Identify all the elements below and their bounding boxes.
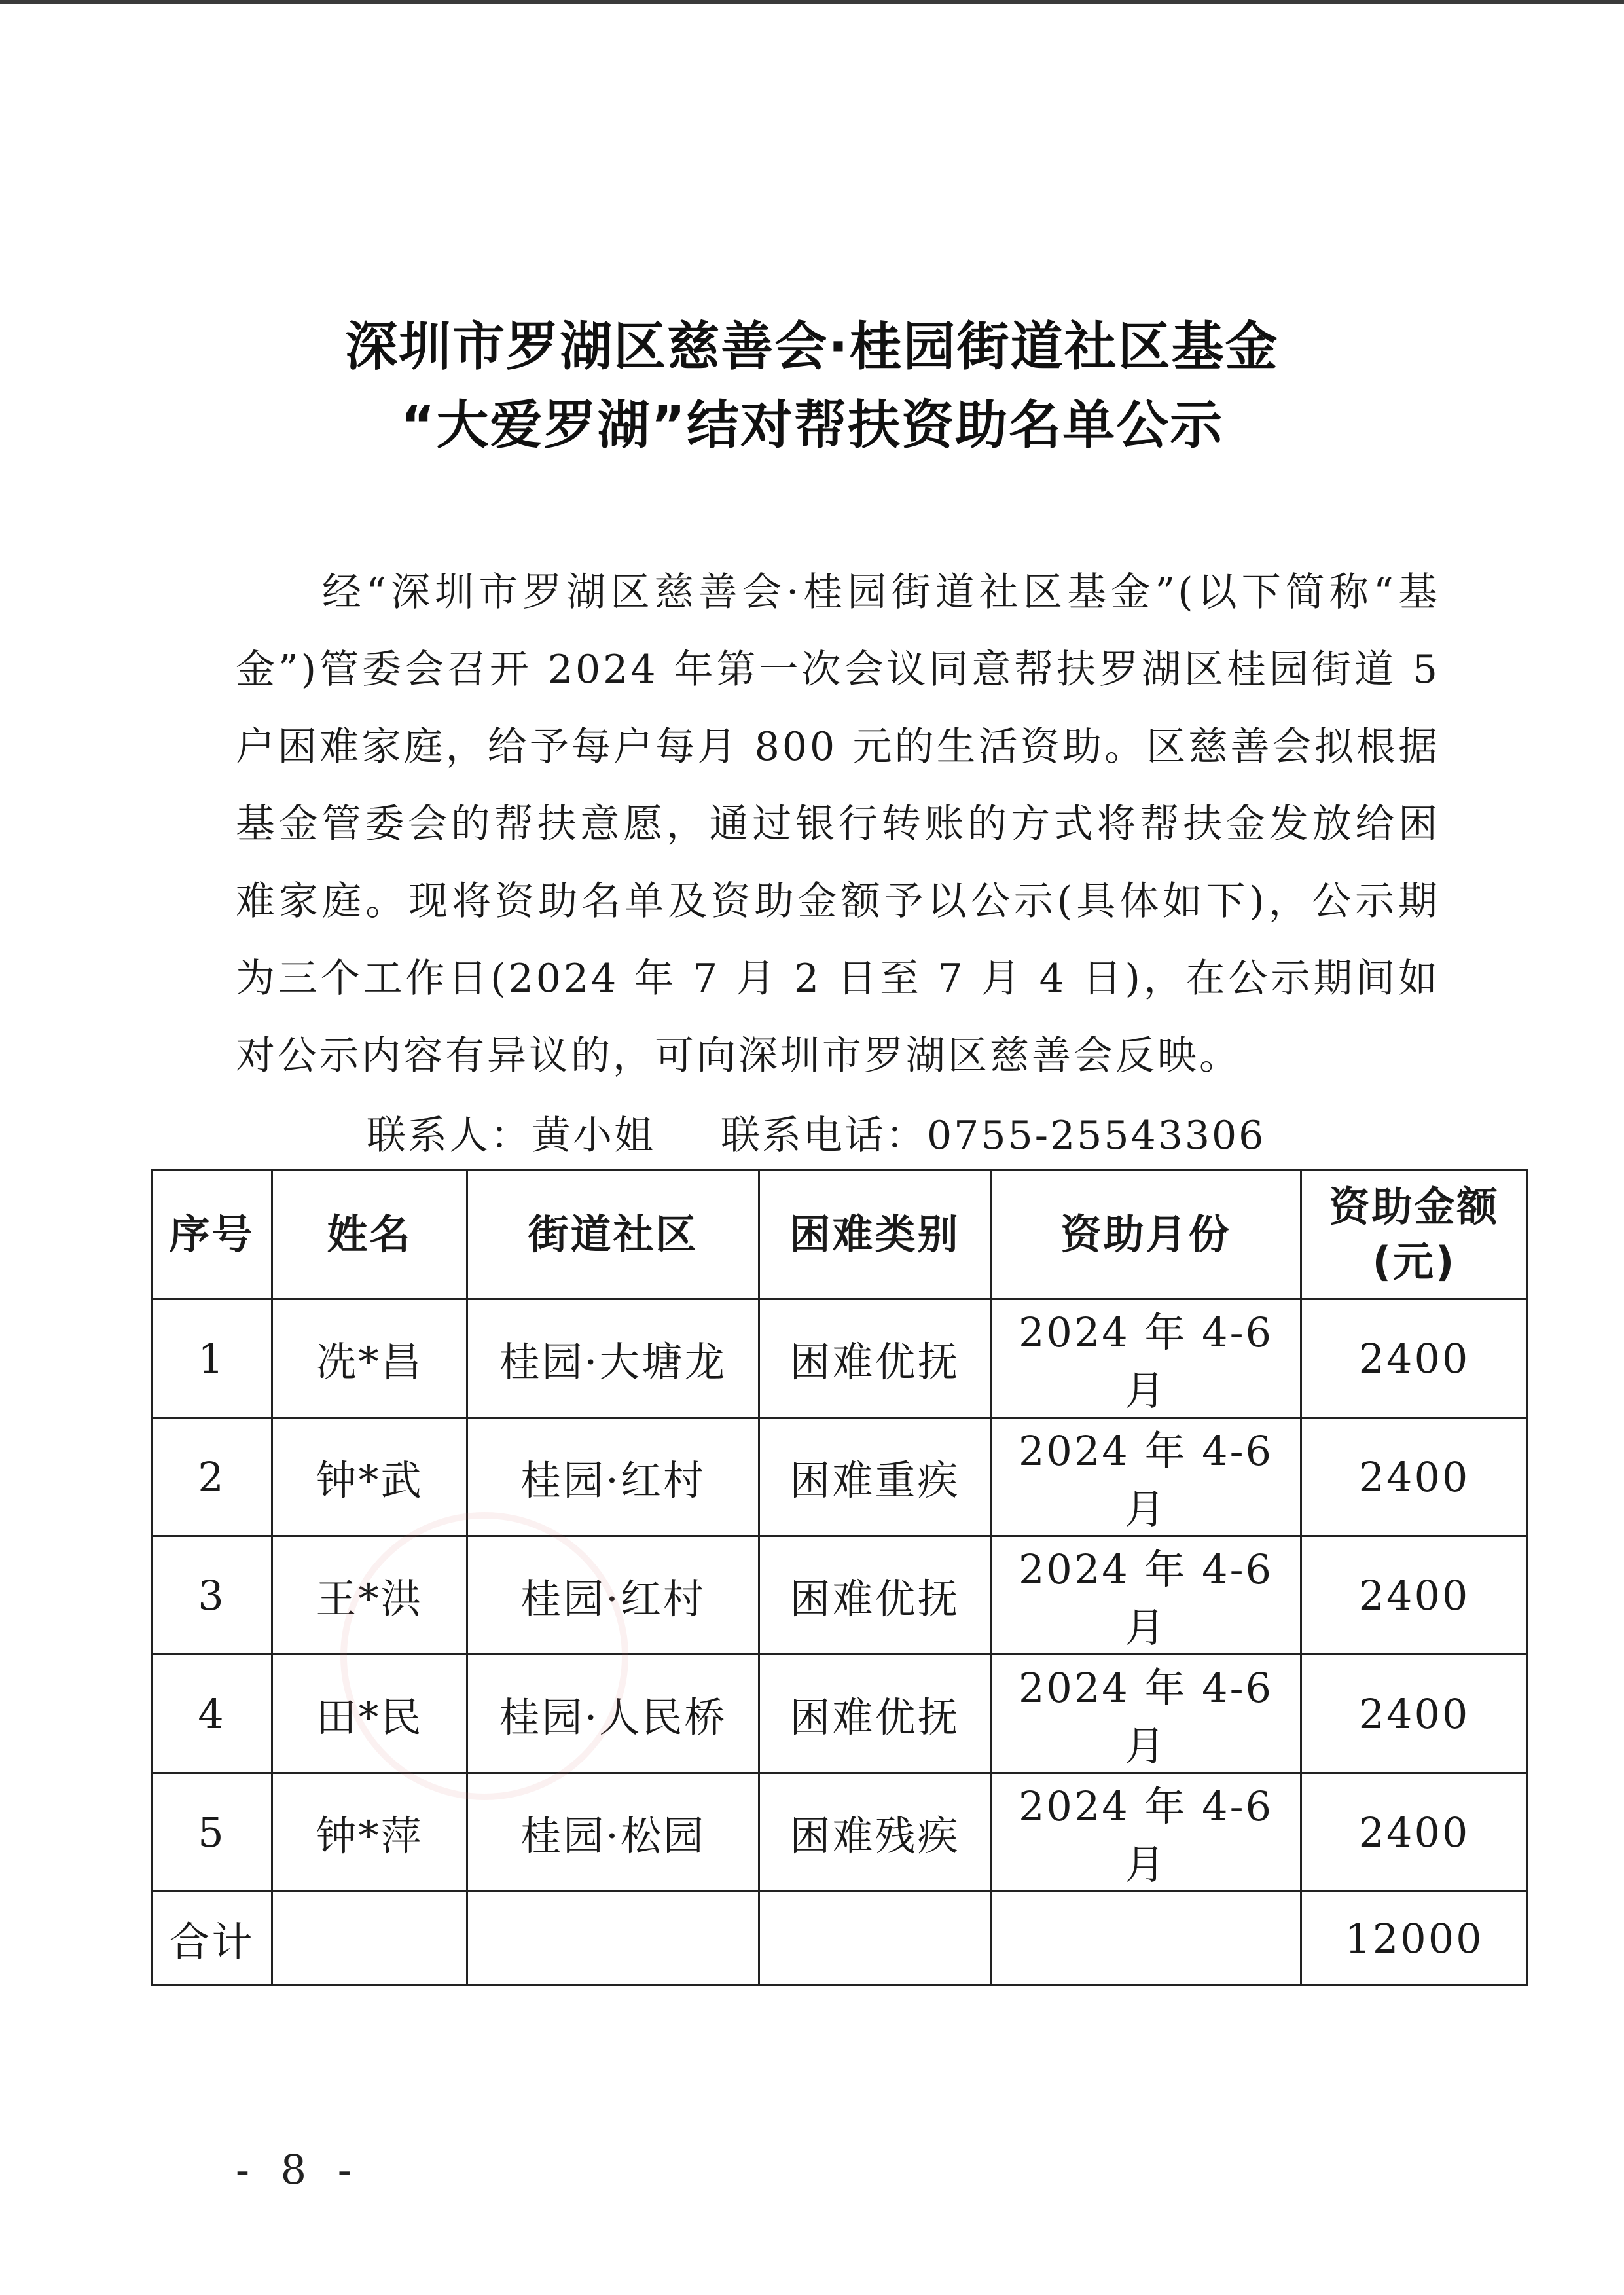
cell-seq: 2 xyxy=(152,1418,272,1536)
table-row xyxy=(152,1299,1528,1418)
total-amount: 12000 xyxy=(1301,1892,1528,1985)
cell-amount: 2400 xyxy=(1301,1536,1528,1655)
cell-amount: 2400 xyxy=(1301,1418,1528,1536)
document-title-line-2: “大爱罗湖”结对帮扶资助名单公示 xyxy=(400,395,1224,456)
cell-seq: 4 xyxy=(152,1655,272,1773)
header-amount-unit: (元) xyxy=(1372,1238,1456,1286)
cell-category: 困难优抚 xyxy=(759,1536,991,1655)
cell-amount: 2400 xyxy=(1301,1773,1528,1892)
contact-line xyxy=(367,1106,1265,1165)
top-border-line xyxy=(0,0,1624,4)
header-month: 资助月份 xyxy=(991,1170,1301,1299)
table-row xyxy=(152,1655,1528,1773)
cell-name: 钟*萍 xyxy=(272,1773,467,1892)
header-community: 街道社区 xyxy=(467,1170,759,1299)
table-row xyxy=(152,1773,1528,1892)
cell-seq: 1 xyxy=(152,1299,272,1418)
header-amount-label: 资助金额 xyxy=(1329,1183,1500,1231)
cell-community: 桂园·大塘龙 xyxy=(467,1299,759,1418)
cell-community: 桂园·人民桥 xyxy=(467,1655,759,1773)
cell-month: 2024 年 4-6 月 xyxy=(991,1536,1301,1655)
document-title-line-1: 深圳市罗湖区慈善会·桂园街道社区基金 xyxy=(345,316,1279,377)
funding-list-table xyxy=(151,1169,1528,1986)
announcement-paragraph: 经“深圳市罗湖区慈善会·桂园街道社区基金”(以下简称“基金”)管委会召开 2024 年第一次会议同意帮扶罗湖区桂园街道 5 户困难家庭，给予每户每月 800 元的生活资助。区慈善会拟根据基金管委会的帮扶意愿，通过银行转账的方式将帮扶金发放给困难家庭。现将资助名单及资助金额予以公示(具体如下)，公示期为三个工作日(2024 年 7 月 2 日至 7 月 4 日)，在公示期间如对公示内容有异议的，可向深圳市罗湖区慈善会反映。 xyxy=(236,569,1440,1079)
contact-phone: 联系电话：0755-25543306 xyxy=(721,1113,1266,1159)
cell-name: 钟*武 xyxy=(272,1418,467,1536)
cell-month: 2024 年 4-6 月 xyxy=(991,1655,1301,1773)
cell-name: 冼*昌 xyxy=(272,1299,467,1418)
table-row xyxy=(152,1418,1528,1536)
contact-person: 联系人：黄小姐 xyxy=(367,1113,655,1159)
cell-amount: 2400 xyxy=(1301,1299,1528,1418)
total-empty-cell xyxy=(759,1892,991,1985)
cell-seq: 3 xyxy=(152,1536,272,1655)
cell-community: 桂园·红村 xyxy=(467,1418,759,1536)
header-seq: 序号 xyxy=(152,1170,272,1299)
header-name: 姓名 xyxy=(272,1170,467,1299)
cell-month: 2024 年 4-6 月 xyxy=(991,1299,1301,1418)
cell-name: 王*洪 xyxy=(272,1536,467,1655)
header-category: 困难类别 xyxy=(759,1170,991,1299)
cell-name: 田*民 xyxy=(272,1655,467,1773)
cell-category: 困难优抚 xyxy=(759,1655,991,1773)
total-empty-cell xyxy=(991,1892,1301,1985)
header-amount xyxy=(1301,1170,1528,1299)
cell-amount: 2400 xyxy=(1301,1655,1528,1773)
table-total-row xyxy=(152,1892,1528,1985)
cell-category: 困难残疾 xyxy=(759,1773,991,1892)
page-number: - 8 - xyxy=(236,2146,361,2194)
cell-month: 2024 年 4-6 月 xyxy=(991,1773,1301,1892)
cell-category: 困难重疾 xyxy=(759,1418,991,1536)
cell-category: 困难优抚 xyxy=(759,1299,991,1418)
table-header-row xyxy=(152,1170,1528,1299)
table-row xyxy=(152,1536,1528,1655)
cell-community: 桂园·松园 xyxy=(467,1773,759,1892)
total-empty-cell xyxy=(272,1892,467,1985)
total-label: 合计 xyxy=(152,1892,272,1985)
total-empty-cell xyxy=(467,1892,759,1985)
cell-community: 桂园·红村 xyxy=(467,1536,759,1655)
cell-month: 2024 年 4-6 月 xyxy=(991,1418,1301,1536)
cell-seq: 5 xyxy=(152,1773,272,1892)
